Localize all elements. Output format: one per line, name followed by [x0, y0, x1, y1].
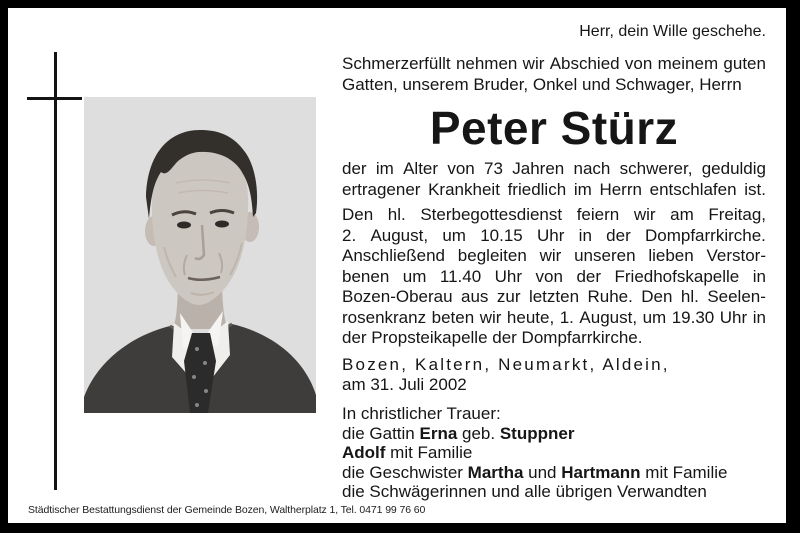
notice-line: benen um 11.40 Uhr von der Friedhofskapelle in [342, 266, 766, 286]
intro-text [342, 54, 766, 95]
mourner-text: mit Familie [385, 443, 473, 462]
mourner-name: Martha [467, 462, 524, 482]
notice-text-column [342, 22, 766, 502]
notice-line: Bozen-Oberau aus zur letzten Ruhe. Den hl. Seelen- [342, 287, 766, 306]
notice-line: Anschließend begleiten wir unseren lieben Verstor- [342, 246, 766, 265]
mourner-line [342, 482, 766, 502]
mourner-line [342, 443, 766, 463]
places-line: Bozen, Kaltern, Neumarkt, Aldein, [342, 354, 670, 374]
notice-line: rosenkranz beten wir heute, 1. August, um 19.30 Uhr in [342, 307, 766, 327]
mourner-name: Adolf [342, 443, 386, 462]
mourner-text: die Geschwister [342, 462, 468, 482]
mourner-text: und [523, 462, 562, 482]
mourner-line [342, 463, 766, 483]
footer-undertaker-line: Städtischer Bestattungsdienst der Gemeinde Bozen, Waltherplatz 1, Tel. 0471 99 76 60 [28, 504, 426, 516]
cross-horizontal-bar [27, 97, 82, 100]
mourner-text: die Gattin [342, 423, 420, 443]
date-line: am 31. Juli 2002 [342, 374, 467, 394]
death-notice-card [8, 8, 786, 523]
deceased-portrait-photo [84, 97, 316, 413]
obituary-paragraph [342, 159, 766, 200]
notice-line: der Propsteikapelle der Dompfarrkirche. [342, 328, 643, 347]
mourner-name: Hartmann [561, 462, 641, 482]
portrait-illustration [84, 97, 316, 413]
notice-line: der im Alter von 73 Jahren nach schwerer, geduldig [342, 159, 766, 178]
mourner-line [342, 424, 766, 444]
mourner-name: Stuppner [499, 423, 575, 443]
notice-line: Schmerzerfüllt nehmen wir Abschied von meinem guten [342, 54, 766, 73]
notice-line: 2. August, um 10.15 Uhr in der Dompfarrkirche. [342, 225, 766, 245]
cross-vertical-bar [54, 52, 57, 490]
mourners-list [342, 424, 766, 502]
notice-line: Den hl. Sterbegottesdienst feiern wir am Freitag, [342, 205, 766, 224]
deceased-name: Peter Stürz [429, 102, 679, 154]
epigraph: Herr, dein Wille geschehe. [579, 23, 766, 40]
notice-line: ertragener Krankheit friedlich im Herrn entschlafen ist. [342, 179, 766, 199]
mourner-text: geb. [457, 423, 500, 443]
mourner-name: Erna [419, 423, 458, 443]
mourner-text: die Schwägerinnen und alle übrigen Verwandten [342, 482, 707, 501]
notice-line: Gatten, unserem Bruder, Onkel und Schwager, Herrn [342, 74, 742, 94]
obituary-body [342, 159, 766, 349]
mourner-text: mit Familie [640, 462, 728, 482]
mourners-heading: In christlicher Trauer: [342, 403, 501, 423]
obituary-paragraph [342, 205, 766, 349]
